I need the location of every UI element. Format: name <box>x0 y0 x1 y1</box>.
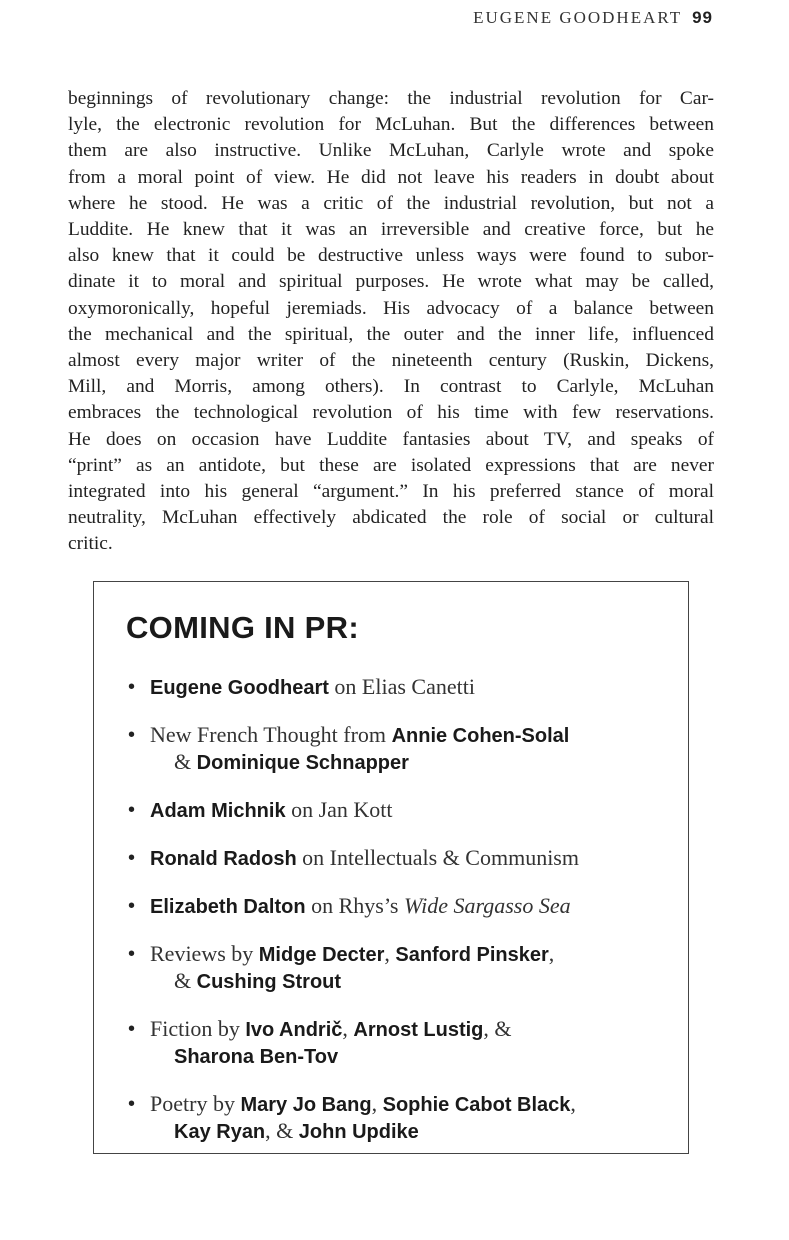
author-name: Kay Ryan <box>174 1121 266 1143</box>
bullet-icon: • <box>128 895 136 917</box>
list-item <box>124 893 664 920</box>
text-line: them are also instructive. Unlike McLuhan, Carlyle wrote and spoke <box>68 140 714 162</box>
list-item <box>124 845 664 872</box>
author-name: Mary Jo Bang <box>240 1094 372 1116</box>
author-name: Sophie Cabot Black <box>382 1094 571 1116</box>
running-head-author: EUGENE GOODHEART <box>473 8 683 27</box>
item-text: & <box>174 968 197 993</box>
author-name: Adam Michnik <box>150 800 286 822</box>
coming-list <box>124 674 664 1166</box>
item-text: & <box>174 749 192 774</box>
item-text: , & <box>265 1118 299 1143</box>
body-paragraph <box>68 86 714 558</box>
text-line: embraces the technological revolution of his time with few reservations. <box>68 402 714 424</box>
author-name: Elizabeth Dalton <box>150 896 306 918</box>
box-title: COMING IN PR: <box>126 610 359 645</box>
item-text: , <box>342 1016 354 1041</box>
text-line: neutrality, McLuhan effectively abdicated the role of social or cultural <box>68 507 714 529</box>
bullet-icon: • <box>128 724 136 746</box>
list-item <box>124 674 664 701</box>
item-text: , <box>548 941 555 966</box>
coming-in-pr-box <box>93 581 689 1154</box>
text-line: from a moral point of view. He did not leave his readers in doubt about <box>68 166 714 188</box>
item-text: Fiction by <box>150 1016 246 1041</box>
text-line: oxymoronically, hopeful jeremiads. His advocacy of a balance between <box>68 297 714 319</box>
item-text: , <box>371 1091 383 1116</box>
bullet-icon: • <box>128 943 136 965</box>
text-line: almost every major writer of the nineteenth century (Ruskin, Dickens, <box>68 350 714 372</box>
item-text: on Rhys’s <box>305 893 404 918</box>
text-line: Mill, and Morris, among others). In contrast to Carlyle, McLuhan <box>68 376 714 398</box>
book-title: Wide Sargasso Sea <box>404 893 571 918</box>
list-item <box>124 722 664 776</box>
item-text: New French Thought from <box>150 722 392 747</box>
bullet-icon: • <box>128 1018 136 1040</box>
item-text: , <box>570 1091 576 1116</box>
author-name: Sharona Ben-Tov <box>174 1046 339 1068</box>
list-item <box>124 797 664 824</box>
text-line: integrated into his general “argument.” In his preferred stance of moral <box>68 481 714 503</box>
author-name: Arnost Lustig <box>353 1019 484 1041</box>
author-name: Sanford Pinsker <box>395 944 549 966</box>
text-line: critic. <box>68 533 113 555</box>
bullet-icon: • <box>128 799 136 821</box>
author-name: Midge Decter <box>258 944 385 966</box>
text-line: the mechanical and the spiritual, the outer and the inner life, influenced <box>68 323 714 345</box>
text-line: lyle, the electronic revolution for McLuhan. But the differences between <box>68 114 714 136</box>
item-text: Reviews by <box>150 941 259 966</box>
bullet-icon: • <box>128 1093 136 1115</box>
item-text: on Jan Kott <box>285 797 393 822</box>
page-number: 99 <box>692 8 713 27</box>
text-line: dinate it to moral and spiritual purposes. He wrote what may be called, <box>68 271 714 293</box>
author-name: Dominique Schnapper <box>191 752 409 774</box>
author-name: Ivo Andrič <box>245 1019 343 1041</box>
item-text: , <box>384 941 396 966</box>
author-name: Annie Cohen-Solal <box>391 725 570 747</box>
item-text: on Elias Canetti <box>328 674 475 699</box>
text-line: Luddite. He knew that it was an irreversible and creative force, but he <box>68 219 714 241</box>
item-text: Poetry by <box>150 1091 241 1116</box>
author-name: John Updike <box>298 1121 419 1143</box>
bullet-icon: • <box>128 676 136 698</box>
text-line: beginnings of revolutionary change: the industrial revolution for Car- <box>68 88 714 109</box>
item-text: on Intellectuals & Communism <box>296 845 579 870</box>
bullet-icon: • <box>128 847 136 869</box>
list-item <box>124 1016 664 1070</box>
text-line: He does on occasion have Luddite fantasies about TV, and speaks of <box>68 428 714 450</box>
author-name: Ronald Radosh <box>150 848 297 870</box>
author-name: Cushing Strout <box>196 971 342 993</box>
text-line: also knew that it could be destructive unless ways were found to subor- <box>68 245 714 267</box>
item-text: , & <box>483 1016 512 1041</box>
list-item <box>124 941 664 995</box>
list-item <box>124 1091 664 1145</box>
author-name: Eugene Goodheart <box>150 677 329 699</box>
text-line: where he stood. He was a critic of the industrial revolution, but not a <box>68 192 714 214</box>
running-head <box>473 8 713 28</box>
text-line: “print” as an antidote, but these are isolated expressions that are never <box>68 454 714 476</box>
